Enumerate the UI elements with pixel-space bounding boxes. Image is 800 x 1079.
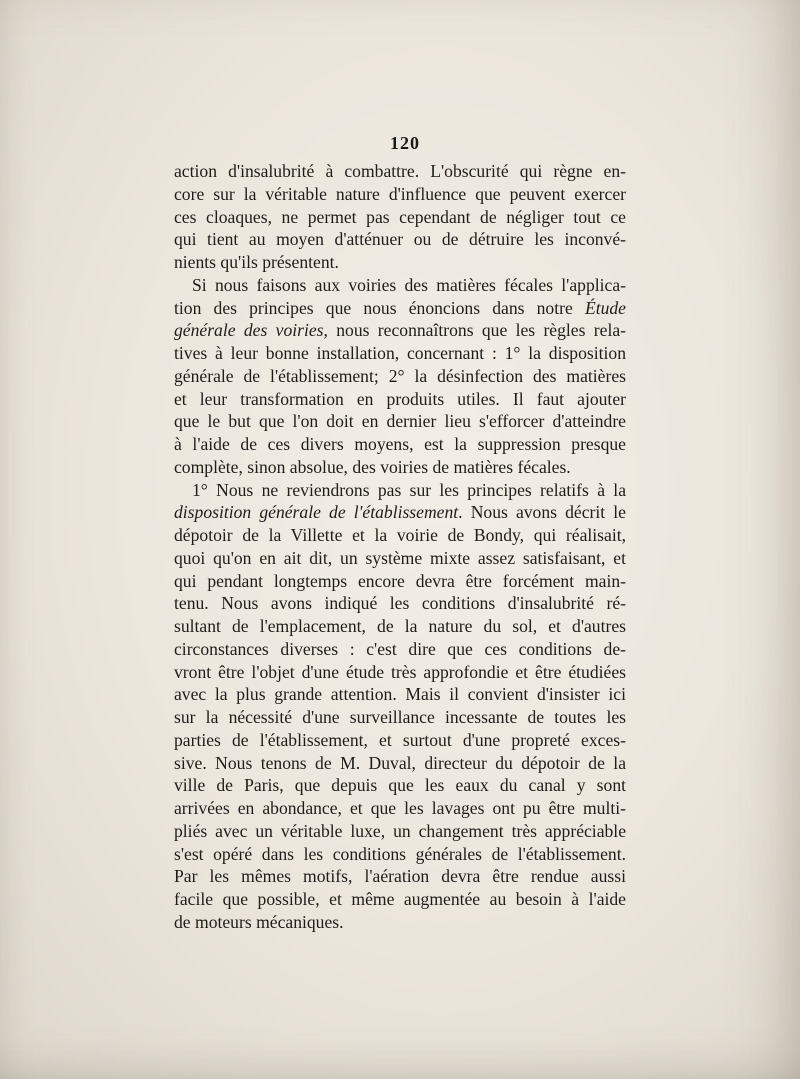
text-line — [174, 752, 626, 775]
text-segment: tenu. Nous avons indiqué les conditions d'insalubrité ré- — [174, 593, 626, 614]
text-line — [174, 206, 626, 229]
text-segment: , nous reconnaîtrons que les règles rela- — [323, 320, 626, 341]
text-line — [174, 342, 626, 365]
text-segment: dépotoir de la Villette et la voirie de Bondy, qui réalisait, — [174, 525, 626, 545]
text-segment: ville de Paris, que depuis que les eaux du canal y sont — [174, 775, 626, 796]
text-line — [174, 410, 626, 433]
text-segment: . Nous avons décrit le — [458, 502, 626, 523]
text-segment: sultant de l'emplacement, de la nature du sol, et d'autres — [174, 616, 626, 636]
text-segment: Par les mêmes motifs, l'aération devra être rendue aussi — [174, 866, 626, 887]
text-line — [174, 524, 626, 547]
italic-text: disposition générale de l'établissement — [174, 502, 459, 523]
text-segment: à l'aide de ces divers moyens, est la suppression presque — [174, 434, 626, 454]
text-line — [174, 843, 626, 866]
text-line — [174, 774, 626, 797]
text-line — [174, 911, 626, 934]
text-line — [174, 228, 626, 251]
text-line — [174, 706, 626, 729]
text-segment: facile que possible, et même augmentée au besoin à l'aide — [174, 889, 626, 909]
text-line — [174, 592, 626, 615]
text-segment: complète, sinon absolue, des voiries de matières fécales. — [174, 456, 571, 477]
text-line — [174, 365, 626, 388]
text-line — [174, 638, 626, 661]
text-segment: 1° Nous ne reviendrons pas sur les principes relatifs à la — [192, 479, 626, 500]
page-number: 120 — [390, 133, 420, 153]
text-segment: parties de l'établissement, et surtout d'une propreté exces- — [174, 729, 626, 750]
text-segment: pliés avec un véritable luxe, un changement très appréciable — [174, 820, 626, 841]
text-line — [174, 683, 626, 706]
text-segment: sive. Nous tenons de M. Duval, directeur du dépotoir de la — [174, 752, 626, 773]
text-line — [174, 456, 626, 479]
text-segment: circonstances diverses : c'est dire que ces conditions de- — [174, 638, 626, 659]
text-segment: qui pendant longtemps encore devra être forcément main- — [174, 570, 626, 591]
text-segment: tion des principes que nous énoncions dans notre — [174, 297, 585, 318]
text-segment: quoi qu'on en ait dit, un système mixte assez satisfaisant, et — [174, 547, 626, 568]
text-segment: core sur la véritable nature d'influence que peuvent exercer — [174, 183, 626, 204]
text-segment: avec la plus grande attention. Mais il convient d'insister ici — [174, 684, 626, 705]
text-line — [174, 865, 626, 888]
text-segment: tives à leur bonne installation, concernant : 1° la disposition — [174, 343, 626, 363]
text-segment: sur la nécessité d'une surveillance incessante de toutes les — [174, 707, 626, 727]
italic-text: Étude — [584, 297, 626, 318]
text-line — [174, 319, 626, 342]
text-line — [174, 251, 626, 274]
text-line — [174, 274, 626, 297]
body-text — [174, 160, 626, 934]
text-line — [174, 479, 626, 502]
text-line — [174, 820, 626, 843]
text-segment: et leur transformation en produits utiles. Il faut ajouter — [174, 388, 626, 409]
text-line — [174, 729, 626, 752]
text-segment: vront être l'objet d'une étude très approfondie et être étudiées — [174, 661, 626, 682]
text-line — [174, 160, 626, 183]
text-line — [174, 547, 626, 570]
text-segment: Si nous faisons aux voiries des matières fécales l'applica- — [192, 274, 626, 295]
text-line — [174, 797, 626, 820]
text-line — [174, 888, 626, 911]
text-line — [174, 297, 626, 320]
text-segment: nients qu'ils présentent. — [174, 252, 339, 272]
text-segment: action d'insalubrité à combattre. L'obscurité qui règne en- — [174, 161, 626, 181]
text-segment: s'est opéré dans les conditions générales de l'établissement. — [174, 843, 626, 864]
text-line — [174, 661, 626, 684]
text-segment: arrivées en abondance, et que les lavages ont pu être multi- — [174, 798, 626, 818]
text-line — [174, 501, 626, 524]
text-segment: générale de l'établissement; 2° la désinfection des matières — [174, 365, 626, 386]
text-line — [174, 183, 626, 206]
text-line — [174, 615, 626, 638]
text-segment: que le but que l'on doit en dernier lieu s'efforcer d'atteindre — [174, 411, 626, 432]
text-line — [174, 388, 626, 411]
text-segment: ces cloaques, ne permet pas cependant de négliger tout ce — [174, 206, 626, 227]
text-segment: qui tient au moyen d'atténuer ou de détruire les inconvé- — [174, 229, 626, 250]
text-line — [174, 570, 626, 593]
italic-text: générale des voiries — [174, 320, 324, 341]
text-line — [174, 433, 626, 456]
text-segment: de moteurs mécaniques. — [174, 911, 344, 932]
